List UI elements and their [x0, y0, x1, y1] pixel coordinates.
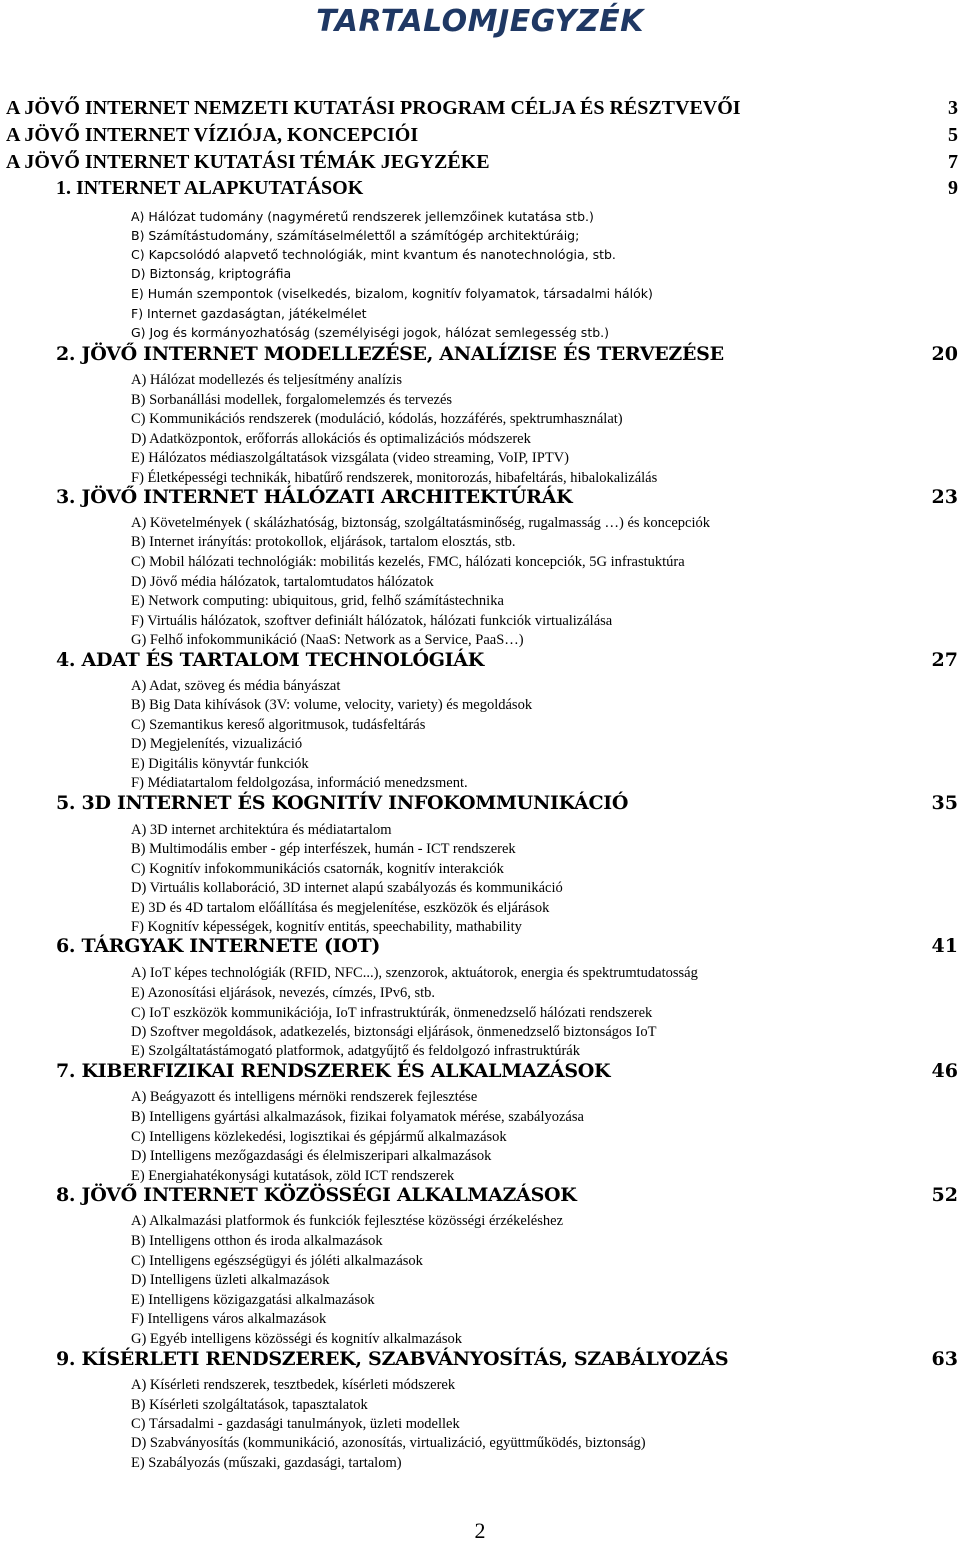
- subsection-item: A) Kísérleti rendszerek, tesztbedek, kísérleti módszerek: [131, 1377, 456, 1393]
- section-page-number: 63: [931, 1348, 958, 1370]
- section-page-number: 9: [948, 177, 958, 199]
- subsection-item: D) Szabványosítás (kommunikáció, azonosítás, virtualizáció, együttműködés, biztonság): [131, 1435, 646, 1451]
- subsection-item: A) Követelmények ( skálázhatóság, biztonság, szolgáltatásminőség, rugalmasság …) és koncepciók: [131, 515, 711, 531]
- subsection-item: C) Intelligens egészségügyi és jóléti alkalmazások: [131, 1253, 423, 1269]
- subsection-item: E) Intelligens közigazgatási alkalmazások: [131, 1292, 375, 1308]
- subsection-item: E) Network computing: ubiquitous, grid, felhő számítástechnika: [131, 593, 504, 609]
- subsection-item: B) Internet irányítás: protokollok, eljárások, tartalom elosztás, stb.: [131, 534, 516, 550]
- subsection-item: D) Adatközpontok, erőforrás allokációs és optimalizációs módszerek: [131, 431, 531, 447]
- subsection-item: B) Számítástudomány, számításelmélettől a számítógép architektúráig;: [131, 228, 580, 243]
- subsection-item: E) Szabályozás (műszaki, gazdasági, tartalom): [131, 1455, 402, 1471]
- subsection-item: B) Intelligens gyártási alkalmazások, fizikai folyamatok mérése, szabályozása: [131, 1109, 584, 1125]
- toc-entry-title: A JÖVŐ INTERNET NEMZETI KUTATÁSI PROGRAM CÉLJA ÉS RÉSZTVEVŐI: [6, 97, 741, 119]
- section-heading: 4. ADAT ÉS TARTALOM TECHNOLÓGIÁK: [56, 649, 484, 671]
- section-heading: 8. JÖVŐ INTERNET KÖZÖSSÉGI ALKALMAZÁSOK: [56, 1184, 577, 1206]
- section-heading: 2. JÖVŐ INTERNET MODELLEZÉSE, ANALÍZISE ÉS TERVEZÉSE: [56, 343, 724, 365]
- subsection-item: C) Intelligens közlekedési, logisztikai és gépjármű alkalmazások: [131, 1129, 507, 1145]
- subsection-item: B) Intelligens otthon és iroda alkalmazások: [131, 1233, 383, 1249]
- subsection-item: C) Kommunikációs rendszerek (moduláció, kódolás, hozzáférés, spektrumhasználat): [131, 411, 623, 427]
- subsection-item: E) Humán szempontok (viselkedés, bizalom, kognitív folyamatok, társadalmi hálók): [131, 286, 653, 301]
- subsection-item: B) Multimodális ember - gép interfészek, humán - ICT rendszerek: [131, 841, 516, 857]
- page-title: TARTALOMJEGYZÉK: [316, 4, 644, 39]
- subsection-item: F) Virtuális hálózatok, szoftver definiált hálózatok, hálózati funkciók virtualizálása: [131, 613, 613, 629]
- subsection-item: D) Intelligens üzleti alkalmazások: [131, 1272, 330, 1288]
- subsection-item: C) Szemantikus kereső algoritmusok, tudásfeltárás: [131, 717, 426, 733]
- subsection-item: A) Alkalmazási platformok és funkciók fejlesztése közösségi érzékeléshez: [131, 1213, 564, 1229]
- section-page-number: 35: [931, 792, 958, 814]
- subsection-item: E) 3D és 4D tartalom előállítása és megjelenítése, eszközök és eljárások: [131, 900, 550, 916]
- subsection-item: A) Adat, szöveg és média bányászat: [131, 678, 341, 694]
- subsection-item: G) Felhő infokommunikáció (NaaS: Network as a Service, PaaS…): [131, 632, 524, 648]
- section-heading: 1. INTERNET ALAPKUTATÁSOK: [56, 177, 364, 199]
- subsection-item: E) Azonosítási eljárások, nevezés, címzés, IPv6, stb.: [131, 985, 436, 1001]
- subsection-item: C) IoT eszközök kommunikációja, IoT infrastruktúrák, önmenedzselő hálózati rendszerek: [131, 1005, 653, 1021]
- subsection-item: F) Intelligens város alkalmazások: [131, 1311, 327, 1327]
- subsection-item: A) Hálózat modellezés és teljesítmény analízis: [131, 372, 402, 388]
- section-page-number: 52: [931, 1184, 958, 1206]
- section-heading: 9. KÍSÉRLETI RENDSZEREK, SZABVÁNYOSÍTÁS, SZABÁLYOZÁS: [56, 1348, 729, 1370]
- section-heading: 6. TÁRGYAK INTERNETE (IOT): [56, 935, 381, 957]
- subsection-item: E) Hálózatos médiaszolgáltatások vizsgálata (video streaming, VoIP, IPTV): [131, 450, 569, 466]
- subsection-item: A) Hálózat tudomány (nagyméretű rendszerek jellemzőinek kutatása stb.): [131, 209, 594, 224]
- subsection-item: B) Kísérleti szolgáltatások, tapasztalatok: [131, 1397, 368, 1413]
- subsection-item: A) IoT képes technológiák (RFID, NFC...), szenzorok, aktuátorok, energia és spektrumtudatosság: [131, 965, 698, 981]
- subsection-item: G) Jog és kormányozhatóság (személyiségi jogok, hálózat semlegesség stb.): [131, 325, 610, 340]
- subsection-item: G) Egyéb intelligens közösségi és kognitív alkalmazások: [131, 1331, 463, 1347]
- subsection-item: F) Kognitív képességek, kognitív entitás, speechability, mathability: [131, 919, 522, 935]
- section-heading: 5. 3D INTERNET ÉS KOGNITÍV INFOKOMMUNIKÁCIÓ: [56, 792, 629, 814]
- subsection-item: E) Szolgáltatástámogató platformok, adatgyűjtő és feldolgozó infrastruktúrák: [131, 1043, 580, 1059]
- section-heading: 3. JÖVŐ INTERNET HÁLÓZATI ARCHITEKTÚRÁK: [56, 486, 573, 508]
- section-page-number: 46: [931, 1060, 958, 1082]
- subsection-item: C) Mobil hálózati technológiák: mobilitás kezelés, FMC, hálózati koncepciók, 5G infrastuktúra: [131, 554, 685, 570]
- subsection-item: A) 3D internet architektúra és médiatartalom: [131, 822, 392, 838]
- section-page-number: 20: [931, 343, 958, 365]
- subsection-item: B) Big Data kihívások (3V: volume, velocity, variety) és megoldások: [131, 697, 533, 713]
- section-page-number: 27: [931, 649, 958, 671]
- toc-entry-title: A JÖVŐ INTERNET KUTATÁSI TÉMÁK JEGYZÉKE: [6, 151, 490, 173]
- subsection-item: E) Digitális könyvtár funkciók: [131, 756, 309, 772]
- subsection-item: D) Virtuális kollaboráció, 3D internet alapú szabályozás és kommunikáció: [131, 880, 563, 896]
- subsection-item: F) Életképességi technikák, hibatűrő rendszerek, monitorozás, hibafeltárás, hibalokalizálás: [131, 470, 658, 486]
- subsection-item: D) Jövő média hálózatok, tartalomtudatos hálózatok: [131, 574, 434, 590]
- subsection-item: F) Internet gazdaságtan, játékelmélet: [131, 306, 367, 321]
- section-page-number: 23: [931, 486, 958, 508]
- page-number: 2: [474, 1518, 486, 1543]
- toc-entry-page: 7: [948, 151, 958, 173]
- subsection-item: D) Biztonság, kriptográfia: [131, 266, 292, 281]
- toc-entry-page: 5: [948, 124, 958, 146]
- subsection-item: B) Sorbanállási modellek, forgalomelemzés és tervezés: [131, 392, 453, 408]
- section-heading: 7. KIBERFIZIKAI RENDSZEREK ÉS ALKALMAZÁSOK: [56, 1060, 611, 1082]
- subsection-item: E) Energiahatékonysági kutatások, zöld ICT rendszerek: [131, 1168, 455, 1184]
- subsection-item: C) Kapcsolódó alapvető technológiák, mint kvantum és nanotechnológia, stb.: [131, 247, 616, 262]
- toc-entry-title: A JÖVŐ INTERNET VÍZIÓJA, KONCEPCIÓI: [6, 124, 419, 146]
- subsection-item: F) Médiatartalom feldolgozása, információ menedzsment.: [131, 775, 468, 791]
- section-page-number: 41: [931, 935, 958, 957]
- subsection-item: A) Beágyazott és intelligens mérnöki rendszerek fejlesztése: [131, 1089, 478, 1105]
- toc-entry-page: 3: [948, 97, 958, 119]
- subsection-item: D) Intelligens mezőgazdasági és élelmiszeripari alkalmazások: [131, 1148, 492, 1164]
- subsection-item: D) Megjelenítés, vizualizáció: [131, 736, 303, 752]
- subsection-item: D) Szoftver megoldások, adatkezelés, biztonsági eljárások, önmenedzselő biztonságos IoT: [131, 1024, 657, 1040]
- subsection-item: C) Társadalmi - gazdasági tanulmányok, üzleti modellek: [131, 1416, 460, 1432]
- subsection-item: C) Kognitív infokommunikációs csatornák, kognitív interakciók: [131, 861, 504, 877]
